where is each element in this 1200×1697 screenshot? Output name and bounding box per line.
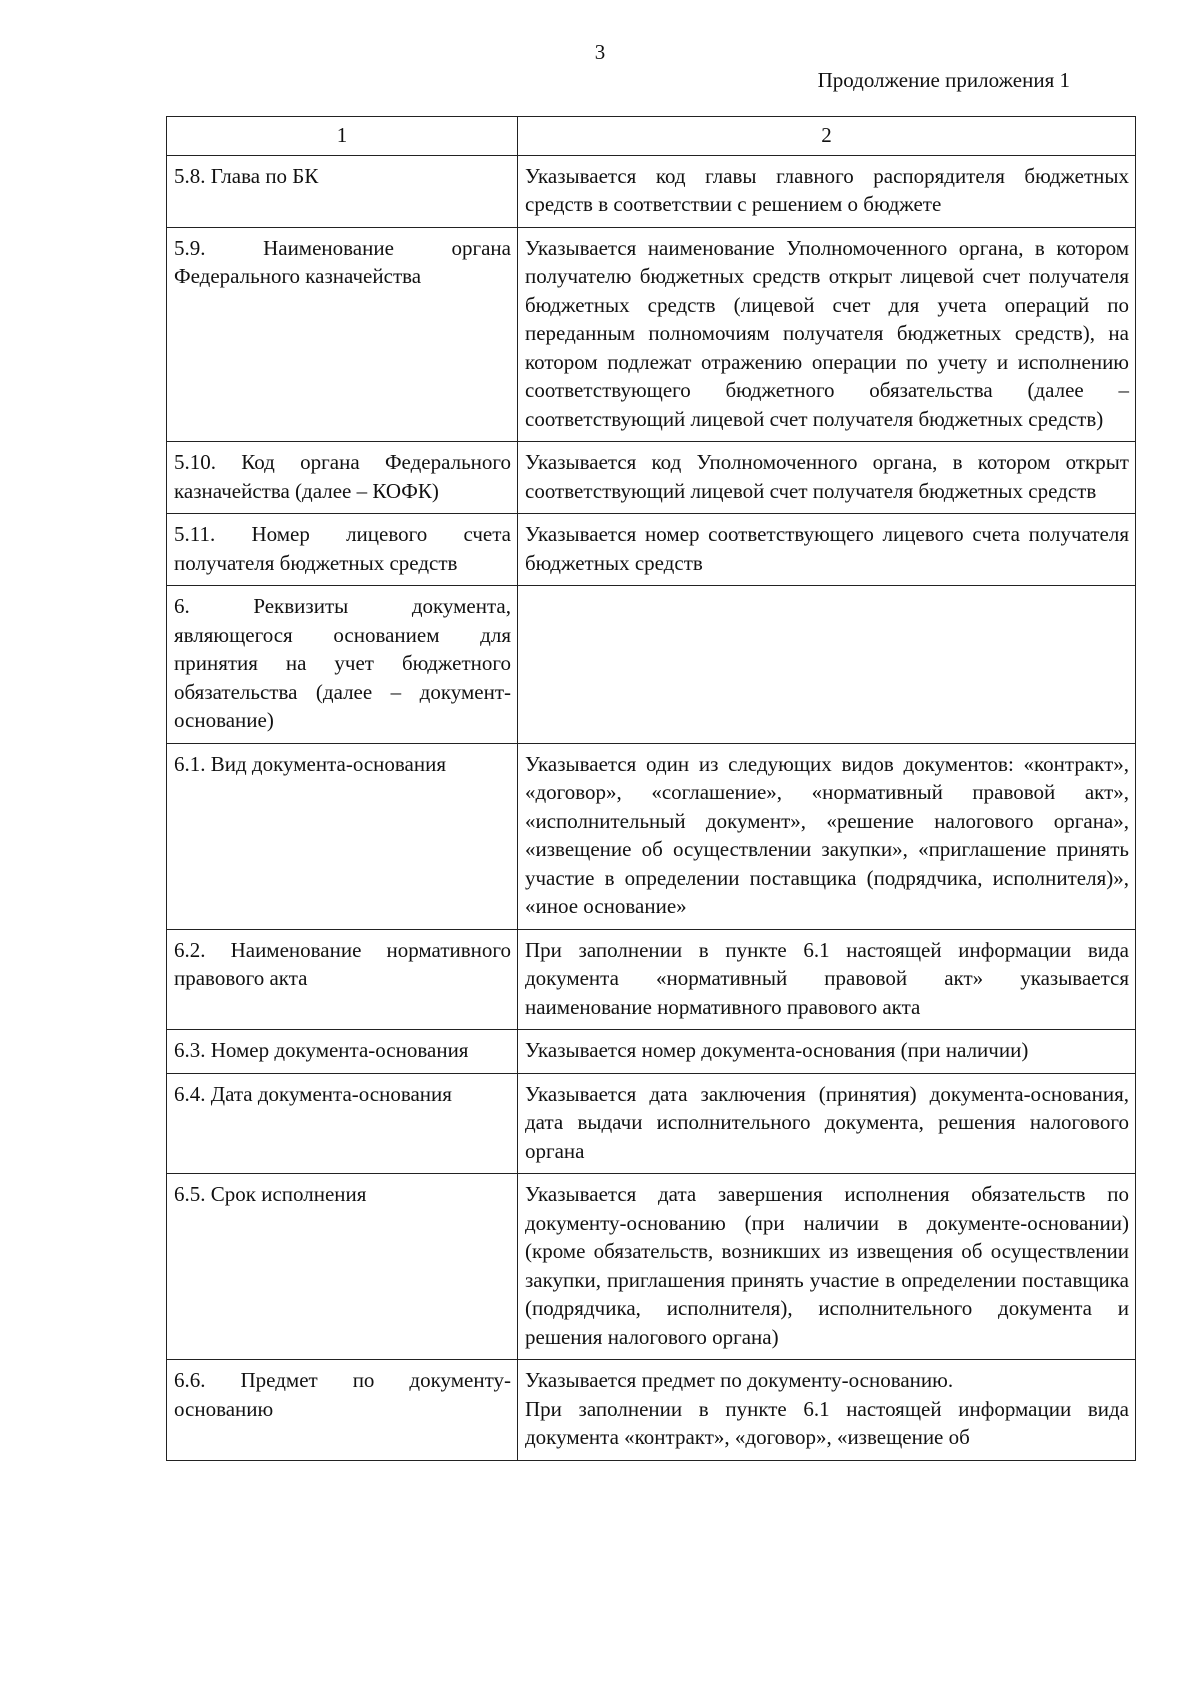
field-name-cell: 6.4. Дата документа-основания	[167, 1073, 518, 1174]
table-body	[167, 155, 1136, 1460]
field-name-cell: 5.11. Номер лицевого счета получателя бюджетных средств	[167, 514, 518, 586]
field-name-cell: 6.6. Предмет по документу-основанию	[167, 1360, 518, 1461]
field-name-cell: 6.1. Вид документа-основания	[167, 743, 518, 929]
table-row	[167, 442, 1136, 514]
field-description-cell	[518, 743, 1136, 929]
field-name-cell: 6. Реквизиты документа, являющегося основанием для принятия на учет бюджетного обязательства (далее – документ-основание)	[167, 586, 518, 744]
description-paragraph: Указывается дата заключения (принятия) документа-основания, дата выдачи исполнительного документа, решения налогового органа	[525, 1081, 1129, 1163]
table-header-cell: 1	[167, 117, 518, 156]
field-description-cell	[518, 227, 1136, 442]
description-paragraph: Указывается предмет по документу-основанию.	[525, 1368, 954, 1392]
field-description-cell	[518, 1174, 1136, 1360]
field-name-cell: 6.3. Номер документа-основания	[167, 1030, 518, 1074]
table-row	[167, 155, 1136, 227]
field-description-cell	[518, 586, 1136, 744]
field-description-cell	[518, 1073, 1136, 1174]
field-name-cell: 6.5. Срок исполнения	[167, 1174, 518, 1360]
table-row	[167, 1073, 1136, 1174]
table-row	[167, 1174, 1136, 1360]
description-paragraph: При заполнении в пункте 6.1 настоящей информации вида документа «контракт», «договор», «извещение об	[525, 1396, 1129, 1449]
appendix-continuation-label: Продолжение приложения 1	[817, 68, 1070, 92]
field-name-cell: 5.9. Наименование органа Федерального казначейства	[167, 227, 518, 442]
table-row	[167, 514, 1136, 586]
description-paragraph: Указывается номер соответствующего лицевого счета получателя бюджетных средств	[525, 522, 1129, 575]
field-description-cell	[518, 1360, 1136, 1461]
field-description-cell	[518, 514, 1136, 586]
table-row	[167, 1360, 1136, 1461]
table-row	[167, 1030, 1136, 1074]
description-paragraph: Указывается один из следующих видов документов: «контракт», «договор», «соглашение», «нормативный правовой акт», «исполнительный документ», «решение налогового органа», «извещение об осуществлении закупки», «приглашение принять участие в определении поставщика (подрядчика, исполнителя)», «иное основание»	[525, 751, 1129, 918]
description-paragraph: При заполнении в пункте 6.1 настоящей информации вида документа «нормативный правовой акт» указывается наименование нормативного правового акта	[525, 937, 1129, 1019]
table-row	[167, 227, 1136, 442]
field-name-cell: 5.10. Код органа Федерального казначейства (далее – КОФК)	[167, 442, 518, 514]
description-paragraph: Указывается код Уполномоченного органа, в котором открыт соответствующий лицевой счет получателя бюджетных средств	[525, 450, 1129, 503]
table-row	[167, 929, 1136, 1030]
table-header-cell: 2	[518, 117, 1136, 156]
description-paragraph: Указывается код главы главного распорядителя бюджетных средств в соответствии с решением о бюджете	[525, 163, 1129, 216]
field-description-cell	[518, 929, 1136, 1030]
field-name-cell: 5.8. Глава по БК	[167, 155, 518, 227]
description-paragraph: Указывается дата завершения исполнения обязательств по документу-основанию (при наличии в документе-основании) (кроме обязательств, возникших из извещения об осуществлении закупки, приглашения принять участие в определении поставщика (подрядчика, исполнителя), исполнительного документа и решения налогового органа)	[525, 1182, 1129, 1349]
description-paragraph: Указывается номер документа-основания (при наличии)	[525, 1038, 1029, 1062]
field-description-cell	[518, 1030, 1136, 1074]
appendix-table	[166, 116, 1136, 1461]
table-header-row	[167, 117, 1136, 156]
description-paragraph: Указывается наименование Уполномоченного органа, в котором получателю бюджетных средств открыт лицевой счет получателя бюджетных средств (лицевой счет для учета операций по переданным полномочиям получателя бюджетных средств), на котором подлежат отражению операции по учету и исполнению соответствующего бюджетного обязательства (далее – соответствующий лицевой счет получателя бюджетных средств)	[525, 235, 1129, 431]
table-row	[167, 586, 1136, 744]
field-description-cell	[518, 442, 1136, 514]
field-description-cell	[518, 155, 1136, 227]
page-number: 3	[594, 40, 606, 64]
field-name-cell: 6.2. Наименование нормативного правового акта	[167, 929, 518, 1030]
table-row	[167, 743, 1136, 929]
